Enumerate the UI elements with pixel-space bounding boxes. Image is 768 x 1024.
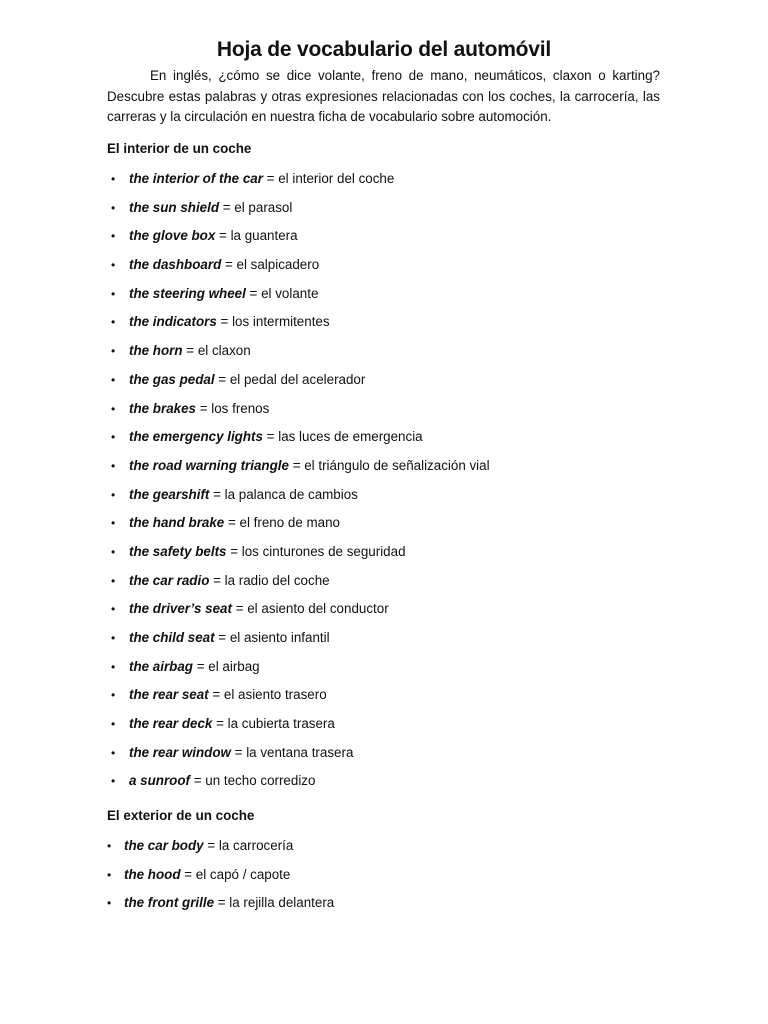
english-term: the rear deck [129, 716, 213, 732]
bullet-icon: • [111, 172, 116, 186]
english-term: the front grille [124, 895, 215, 911]
vocab-entry [129, 515, 340, 531]
english-term: the brakes [129, 400, 196, 416]
vocab-entry [124, 838, 293, 854]
vocab-entry [129, 314, 330, 330]
bullet-icon: • [111, 602, 116, 617]
vocab-entry [129, 257, 319, 273]
vocab-entry [129, 601, 389, 617]
spanish-translation: = el pedal del acelerador [214, 371, 366, 387]
bullet-icon: • [111, 487, 116, 502]
intro-paragraph: En inglés, ¿cómo se dice volante, freno de mano, neumáticos, claxon o karting? Descubre estas palabras y otras expresiones relacionadas con los coches, la carrocería, las carreras y la circulación en nuestra ficha de vocabulario sobre automoción. [107, 68, 660, 124]
vocab-entry [129, 573, 330, 589]
bullet-icon: • [111, 200, 116, 215]
spanish-translation: = el salpicadero [221, 257, 320, 273]
bullet-icon: • [107, 839, 112, 853]
bullet-icon: • [111, 229, 116, 244]
bullet-icon: • [111, 372, 116, 387]
english-term: the glove box [129, 228, 216, 244]
english-term: the road warning triangle [129, 457, 289, 473]
bullet-icon: • [111, 631, 116, 645]
english-term: the gearshift [129, 486, 210, 502]
english-term: the safety belts [129, 543, 227, 559]
english-term: the car body [124, 838, 204, 853]
bullet-icon: • [111, 258, 116, 273]
bullet-icon: • [111, 315, 116, 330]
vocab-entry [129, 228, 298, 244]
vocab-entry [129, 773, 315, 789]
vocab-entry [129, 630, 330, 646]
spanish-translation: = el asiento infantil [214, 630, 330, 645]
spanish-translation: = la palanca de cambios [209, 486, 358, 502]
section-heading-exterior: El exterior de un coche [107, 808, 255, 823]
spanish-translation: = el parasol [219, 199, 293, 215]
bullet-icon: • [107, 896, 112, 911]
bullet-icon: • [107, 867, 112, 882]
bullet-icon: • [111, 774, 116, 789]
spanish-translation: = la ventana trasera [230, 744, 354, 760]
spanish-translation: = el freno de mano [224, 515, 341, 531]
vocab-entry [129, 458, 490, 474]
english-term: the dashboard [129, 257, 222, 273]
english-term: the hood [124, 866, 181, 882]
spanish-translation: = la radio del coche [209, 572, 330, 588]
bullet-icon: • [111, 573, 116, 588]
spanish-translation: = el claxon [182, 343, 251, 359]
bullet-icon: • [111, 717, 116, 732]
bullet-icon: • [111, 286, 116, 301]
spanish-translation: = el asiento del conductor [231, 601, 389, 617]
english-term: a sunroof [129, 773, 191, 789]
spanish-translation: = un techo corredizo [190, 773, 316, 789]
document-title: Hoja de vocabulario del automóvil [216, 38, 552, 61]
vocab-entry [129, 286, 318, 302]
vocab-entry [129, 687, 327, 703]
english-term: the rear seat [129, 687, 209, 703]
spanish-translation: = los intermitentes [216, 314, 330, 330]
spanish-translation: = la rejilla delantera [214, 895, 335, 911]
english-term: the horn [129, 343, 183, 359]
bullet-icon: • [111, 401, 116, 416]
english-term: the emergency lights [129, 429, 263, 445]
vocab-entry [129, 429, 423, 445]
vocab-entry [129, 401, 269, 417]
bullet-icon: • [111, 344, 116, 359]
vocab-entry [129, 659, 260, 675]
vocab-entry [129, 200, 292, 216]
english-term: the steering wheel [129, 285, 246, 301]
english-term: the rear window [129, 744, 231, 760]
spanish-translation: = el volante [245, 285, 319, 301]
vocab-entry [129, 372, 365, 388]
bullet-icon: • [111, 659, 116, 674]
spanish-translation: = el capó / capote [180, 866, 291, 882]
english-term: the car radio [129, 572, 210, 588]
bullet-icon: • [111, 544, 116, 559]
english-term: the child seat [129, 630, 215, 645]
spanish-translation: = la cubierta trasera [212, 716, 335, 732]
spanish-translation: = la carrocería [203, 838, 294, 853]
english-term: the driver’s seat [129, 601, 232, 617]
bullet-icon: • [111, 430, 116, 445]
vocab-entry [129, 544, 406, 560]
vocab-entry [129, 716, 335, 732]
english-term: the hand brake [129, 515, 225, 531]
vocab-entry [129, 487, 358, 503]
vocab-entry [124, 895, 334, 911]
vocab-entry [124, 867, 290, 883]
spanish-translation: = los cinturones de seguridad [226, 543, 406, 559]
bullet-icon: • [111, 745, 116, 760]
spanish-translation: = el airbag [193, 658, 260, 674]
english-term: the indicators [129, 314, 217, 330]
bullet-icon: • [111, 688, 116, 703]
spanish-translation: = el triángulo de señalización vial [288, 457, 490, 473]
spanish-translation: = la guantera [215, 228, 298, 244]
vocab-entry [129, 171, 394, 187]
english-term: the gas pedal [129, 371, 215, 387]
english-term: the airbag [129, 658, 193, 674]
spanish-translation: = el interior del coche [262, 171, 395, 186]
spanish-translation: = los frenos [196, 400, 270, 416]
vocab-entry [129, 343, 251, 359]
spanish-translation: = el asiento trasero [208, 687, 327, 703]
bullet-icon: • [111, 458, 116, 473]
section-heading-interior: El interior de un coche [107, 141, 252, 156]
bullet-icon: • [111, 516, 116, 531]
english-term: the interior of the car [129, 171, 263, 186]
spanish-translation: = las luces de emergencia [262, 429, 423, 445]
english-term: the sun shield [129, 199, 220, 215]
vocab-entry [129, 745, 353, 761]
